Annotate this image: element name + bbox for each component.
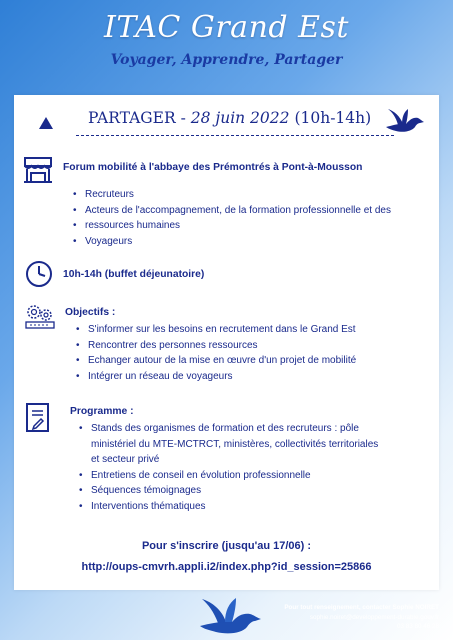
duck-logo-icon — [196, 596, 266, 638]
forum-title: Forum mobilité à l'abbaye des Prémontrés à Pont-à-Mousson — [63, 162, 363, 173]
triangle-icon — [39, 117, 53, 129]
list-item: • Rencontrer des personnes ressources — [74, 338, 424, 354]
list-item: • Entretiens de conseil en évolution professionnelle — [77, 468, 422, 484]
list-item: • Recruteurs — [71, 187, 431, 203]
event-banner — [88, 109, 371, 127]
market-stall-icon — [22, 155, 54, 185]
list-item: • Séquences témoignages — [77, 483, 422, 499]
objectifs-title: Objectifs : — [65, 307, 116, 318]
schedule-text: 10h-14h (buffet déjeunatoire) — [63, 269, 205, 280]
banner-time: (10h-14h) — [289, 109, 372, 127]
list-item: • Acteurs de l'accompagnement, de la formation professionnelle et des — [71, 203, 431, 219]
duck-icon — [384, 107, 426, 137]
footer-line-1: Pour tout renseignement, contacter Sophie NOIRET — [284, 604, 439, 611]
programme-list — [77, 421, 422, 515]
forum-list — [71, 187, 431, 249]
list-item: • Intégrer un réseau de voyageurs — [74, 369, 424, 385]
page-title: ITAC Grand Est — [104, 10, 349, 45]
objectifs-list — [74, 322, 424, 384]
dashed-divider — [76, 135, 394, 136]
list-item: • ressources humaines — [71, 218, 431, 234]
document-pen-icon — [24, 402, 52, 434]
footer-contact — [284, 603, 439, 632]
list-item: • S'informer sur les besoins en recrutement dans le Grand Est — [74, 322, 424, 338]
banner-label: PARTAGER - — [88, 109, 191, 127]
inscription-label: Pour s'inscrire (jusqu'au 17/06) : — [141, 540, 312, 552]
programme-title: Programme : — [70, 406, 134, 417]
content-card — [14, 95, 439, 590]
footer-email[interactable]: sophie.noiret@developpement-durable.gouv.fr — [309, 613, 439, 621]
list-item: • Interventions thématiques — [77, 499, 422, 515]
banner-date: 28 juin 2022 — [190, 109, 290, 127]
list-item: • Stands des organismes de formation et des recruteurs : pôle ministériel du MTE-MCTRCT, ministères, collectivités territoriales et secteur privé — [77, 421, 422, 468]
footer-phone: 03 83 80 46 28 — [396, 623, 439, 630]
inscription-link[interactable]: http://oups-cmvrh.appli.i2/index.php?id_session=25866 — [81, 561, 372, 573]
page-subtitle: Voyager, Apprendre, Partager — [110, 52, 343, 68]
list-item: • Voyageurs — [71, 234, 431, 250]
list-item: • Echanger autour de la mise en œuvre d'un projet de mobilité — [74, 353, 424, 369]
gears-icon — [22, 301, 58, 331]
clock-icon — [24, 259, 54, 289]
